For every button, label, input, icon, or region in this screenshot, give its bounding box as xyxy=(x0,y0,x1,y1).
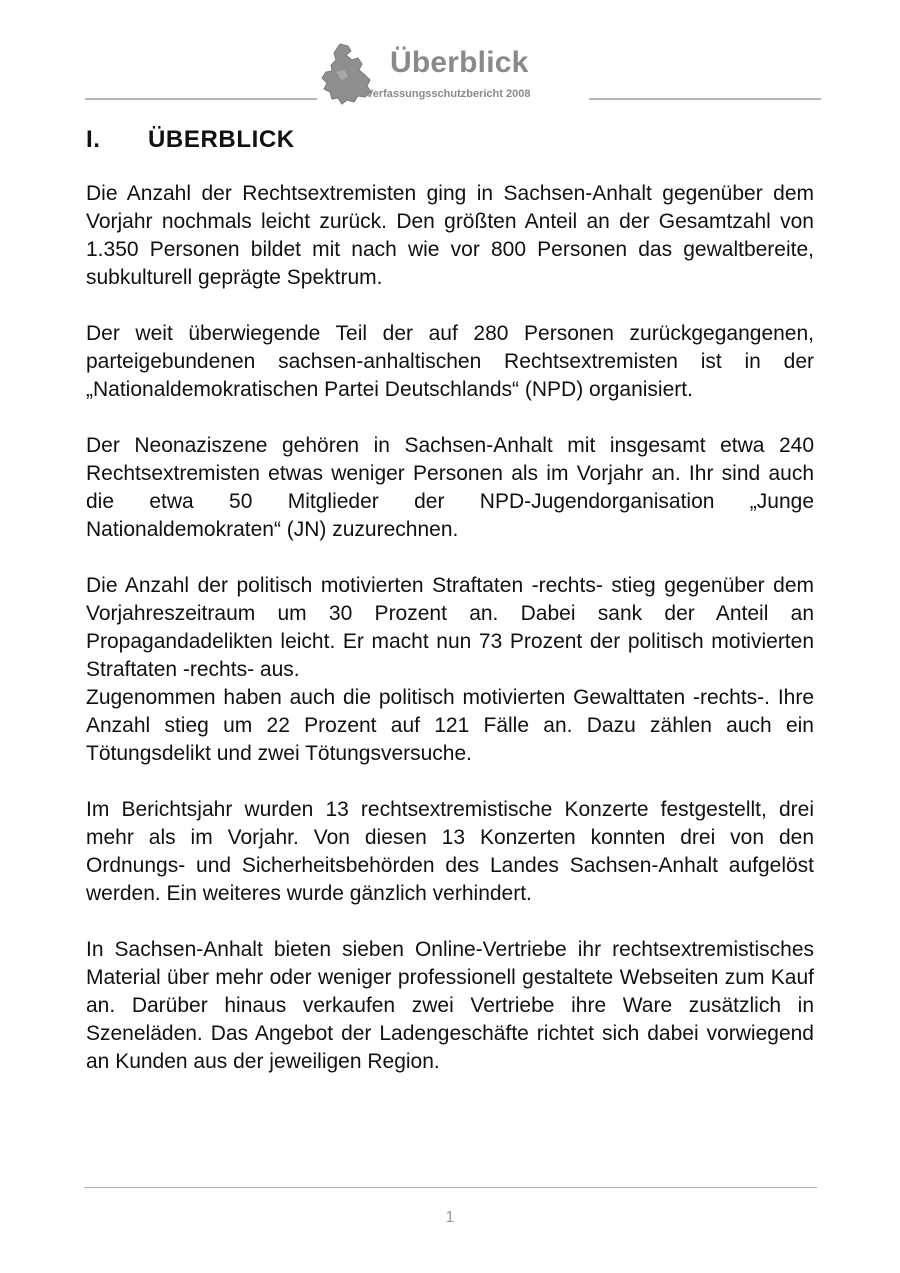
paragraph-violent-acts: Zugenommen haben auch die politisch motivierten Gewalttaten -rechts-. Ihre Anzahl stieg um 22 Prozent auf 121 Fälle an. Dazu zählen auch ein Tötungsdelikt und zwei Tötungsversuche. xyxy=(86,686,814,765)
header-rule-right xyxy=(589,98,821,100)
header-title: Überblick xyxy=(390,46,529,79)
section-heading xyxy=(86,126,295,154)
section-number: I. xyxy=(86,126,101,153)
paragraph-right-extremists-count: Die Anzahl der Rechtsextremisten ging in Sachsen-Anhalt gegenüber dem Vorjahr nochmals leicht zurück. Den größten Anteil an der Gesamtzahl von 1.350 Personen bildet mit nach wie vor 800 Personen das gewaltbereite, subkulturell geprägte Spektrum. xyxy=(86,182,814,289)
paragraph-concerts: Im Berichtsjahr wurden 13 rechtsextremistische Konzerte festgestellt, drei mehr als im Vorjahr. Von diesen 13 Konzerten konnten drei von den Ordnungs- und Sicherheitsbehörden des Landes Sachsen-Anhalt aufgelöst werden. Ein weiteres wurde gänzlich verhindert. xyxy=(86,798,814,905)
page-header xyxy=(0,38,900,108)
paragraph-online-sales: In Sachsen-Anhalt bieten sieben Online-Vertriebe ihr rechtsextremistisches Material über mehr oder weniger professionell gestaltete Webseiten zum Kauf an. Darüber hinaus verkaufen zwei Vertriebe ihre Ware zusätzlich in Szeneläden. Das Angebot der Ladengeschäfte richtet sich dabei vorwiegend an Kunden aus der jeweiligen Region. xyxy=(86,938,814,1073)
paragraph-neo-nazi-scene: Der Neonaziszene gehören in Sachsen-Anhalt mit insgesamt etwa 240 Rechtsextremisten etwas weniger Personen als im Vorjahr an. Ihr sind auch die etwa 50 Mitglieder der NPD-Jugendorganisation „Junge Nationaldemokraten“ (JN) zuzurechnen. xyxy=(86,434,814,541)
header-rule-left xyxy=(85,98,317,100)
header-subtitle: Verfassungsschutzbericht 2008 xyxy=(366,88,531,100)
footer-rule xyxy=(84,1187,817,1188)
page-number: 1 xyxy=(445,1209,455,1226)
paragraph-npd-members: Der weit überwiegende Teil der auf 280 Personen zurückgegangenen, parteigebundenen sachsen-anhaltischen Rechtsextremisten ist in der „Nationaldemokratischen Partei Deutschlands“ (NPD) organisiert. xyxy=(86,322,814,401)
paragraph-criminal-offenses: Die Anzahl der politisch motivierten Straftaten -rechts- stieg gegenüber dem Vorjahreszeitraum um 30 Prozent an. Dabei sank der Anteil an Propagandadelikten leicht. Er macht nun 73 Prozent der politisch motivierten Straftaten -rechts- aus. xyxy=(86,574,814,681)
section-title: ÜBERBLICK xyxy=(148,126,295,153)
body-text xyxy=(86,180,814,1104)
